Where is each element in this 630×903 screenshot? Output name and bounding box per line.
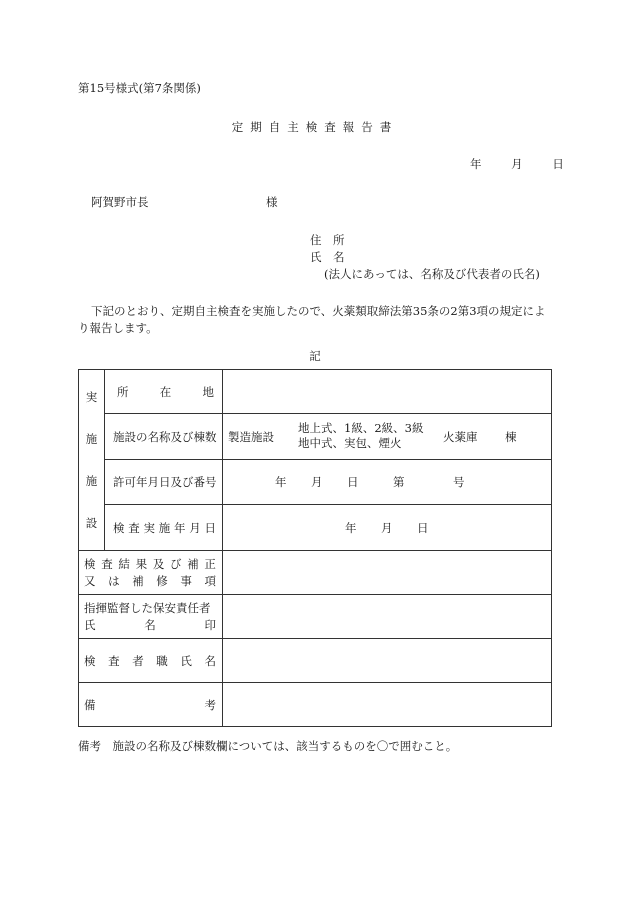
- facility-group-label: [79, 370, 104, 550]
- label-char: 事: [180, 573, 192, 588]
- label-char: 及: [152, 556, 165, 571]
- remarks-label-cell: [79, 683, 223, 727]
- permit-label: 許可年月日及び番号: [113, 475, 217, 490]
- label-char: 補: [132, 573, 144, 588]
- label-char: 結: [118, 556, 130, 571]
- inspection-year: 年: [345, 520, 357, 535]
- label-char: 職: [156, 653, 168, 668]
- form-number: 第15号様式(第7条関係): [78, 81, 201, 95]
- permit-number-suffix: 号: [453, 475, 465, 490]
- remarks-row: [79, 683, 552, 727]
- permit-year: 年: [275, 475, 287, 490]
- label-char: は: [108, 573, 120, 588]
- location-value-cell[interactable]: [223, 370, 552, 414]
- building-unit: 棟: [505, 429, 517, 444]
- inspection-date-value: [223, 506, 551, 550]
- label-char: 所: [117, 384, 129, 399]
- inspector-label-cell: [79, 639, 223, 683]
- label-char: 在: [159, 384, 172, 399]
- label-char: 査: [108, 653, 120, 668]
- corporate-note: (法人にあっては、名称及び代表者の氏名): [324, 267, 540, 281]
- inspection-date-value-cell[interactable]: [223, 505, 552, 551]
- facility-method-options: [298, 421, 423, 451]
- label-char: 名: [144, 617, 156, 632]
- label-char: 査: [128, 520, 140, 535]
- facility-name-row: [79, 414, 552, 460]
- inspector-row: [79, 639, 552, 683]
- label-char: 正: [204, 556, 216, 571]
- result-label-cell: [79, 551, 223, 595]
- label-char: 査: [101, 556, 113, 571]
- method-options-line1[interactable]: 地上式、1級、2級、3級: [298, 420, 424, 435]
- label-char: 検: [84, 556, 96, 571]
- label-char: 地: [202, 384, 214, 399]
- label-char: 又: [84, 573, 96, 588]
- date-year: 年: [470, 157, 482, 171]
- permit-month: 月: [311, 475, 323, 490]
- label-char: 氏: [84, 617, 96, 632]
- inspection-day: 日: [417, 520, 429, 535]
- location-row: [79, 370, 552, 414]
- label-char: 施: [158, 520, 171, 535]
- document-title: 定期自主検査報告書: [231, 120, 399, 134]
- inspection-date-label: [105, 520, 222, 536]
- facility-group-char: 設: [85, 516, 98, 530]
- facility-name-label: 施設の名称及び棟数: [113, 429, 217, 444]
- label-char: 項: [204, 573, 216, 588]
- body-text: 下記のとおり、定期自主検査を実施したので、火薬類取締法第35条の2第3項の規定により報告します。: [78, 304, 546, 335]
- inspector-label: [79, 653, 222, 669]
- label-char: 名: [204, 653, 216, 668]
- label-char: 果: [135, 556, 148, 571]
- facility-group-char: 施: [85, 432, 98, 446]
- address-label: 住 所: [310, 233, 345, 247]
- supervisor-row: [79, 595, 552, 639]
- addressee-honorific: 様: [266, 195, 278, 209]
- inspector-value-cell[interactable]: [223, 639, 552, 683]
- permit-row: [79, 459, 552, 505]
- label-char: び: [170, 556, 182, 571]
- facility-group-char: 実: [85, 390, 98, 404]
- method-options-line2[interactable]: 地中式、実包、煙火: [298, 435, 402, 450]
- label-char: 年: [174, 520, 186, 535]
- label-char: 検: [113, 520, 125, 535]
- permit-value: [223, 460, 551, 504]
- label-char: 実: [143, 520, 155, 535]
- remarks-label: [79, 697, 222, 713]
- seal-mark: 印: [204, 617, 216, 632]
- facility-type-option[interactable]: 製造施設: [228, 429, 274, 444]
- result-label-line2: [84, 573, 216, 590]
- permit-number-prefix: 第: [393, 475, 405, 490]
- supervisor-label-line1: 指揮監督した保安責任者: [84, 600, 211, 615]
- permit-label-cell: [105, 459, 223, 505]
- label-char: 備: [84, 697, 96, 712]
- result-row: [79, 551, 552, 595]
- magazine-option[interactable]: 火薬庫: [443, 429, 478, 444]
- label-char: 考: [204, 697, 216, 712]
- facility-name-label-cell: [105, 414, 223, 460]
- label-char: 検: [84, 653, 96, 668]
- label-char: 月: [189, 520, 201, 535]
- facility-options: [223, 415, 551, 459]
- location-label: [105, 384, 222, 400]
- supervisor-value-cell[interactable]: [223, 595, 552, 639]
- label-char: 修: [156, 573, 168, 588]
- result-label-line1: [84, 556, 216, 573]
- applicant-block: [310, 232, 540, 283]
- footer-note: 備考 施設の名称及び棟数欄については、該当するものを〇で囲むこと。: [78, 739, 458, 753]
- report-date: [470, 156, 564, 172]
- remarks-value-cell[interactable]: [223, 683, 552, 727]
- label-char: 氏: [180, 653, 192, 668]
- label-char: 者: [132, 653, 144, 668]
- addressee: [91, 194, 278, 210]
- location-label-cell: [105, 370, 223, 414]
- name-label: 氏 名: [310, 250, 345, 264]
- result-label: [79, 556, 222, 590]
- result-value-cell[interactable]: [223, 551, 552, 595]
- inspection-date-row: [79, 505, 552, 551]
- addressee-name: 阿賀野市長: [91, 195, 149, 209]
- inspection-date-label-cell: [105, 505, 223, 551]
- supervisor-label: [79, 600, 222, 634]
- facility-group-char: 施: [85, 474, 98, 488]
- facility-group-cell: [79, 370, 105, 551]
- date-day: 日: [552, 157, 564, 171]
- facility-name-value-cell[interactable]: [223, 414, 552, 460]
- date-month: 月: [511, 157, 523, 171]
- supervisor-label-cell: [79, 595, 223, 639]
- label-char: 日: [204, 520, 216, 535]
- supervisor-label-line2: [84, 617, 216, 634]
- report-form-table: [78, 369, 552, 727]
- inspection-month: 月: [381, 520, 393, 535]
- ki-heading: 記: [309, 349, 321, 363]
- permit-day: 日: [347, 475, 359, 490]
- label-char: 補: [187, 556, 199, 571]
- permit-value-cell[interactable]: [223, 459, 552, 505]
